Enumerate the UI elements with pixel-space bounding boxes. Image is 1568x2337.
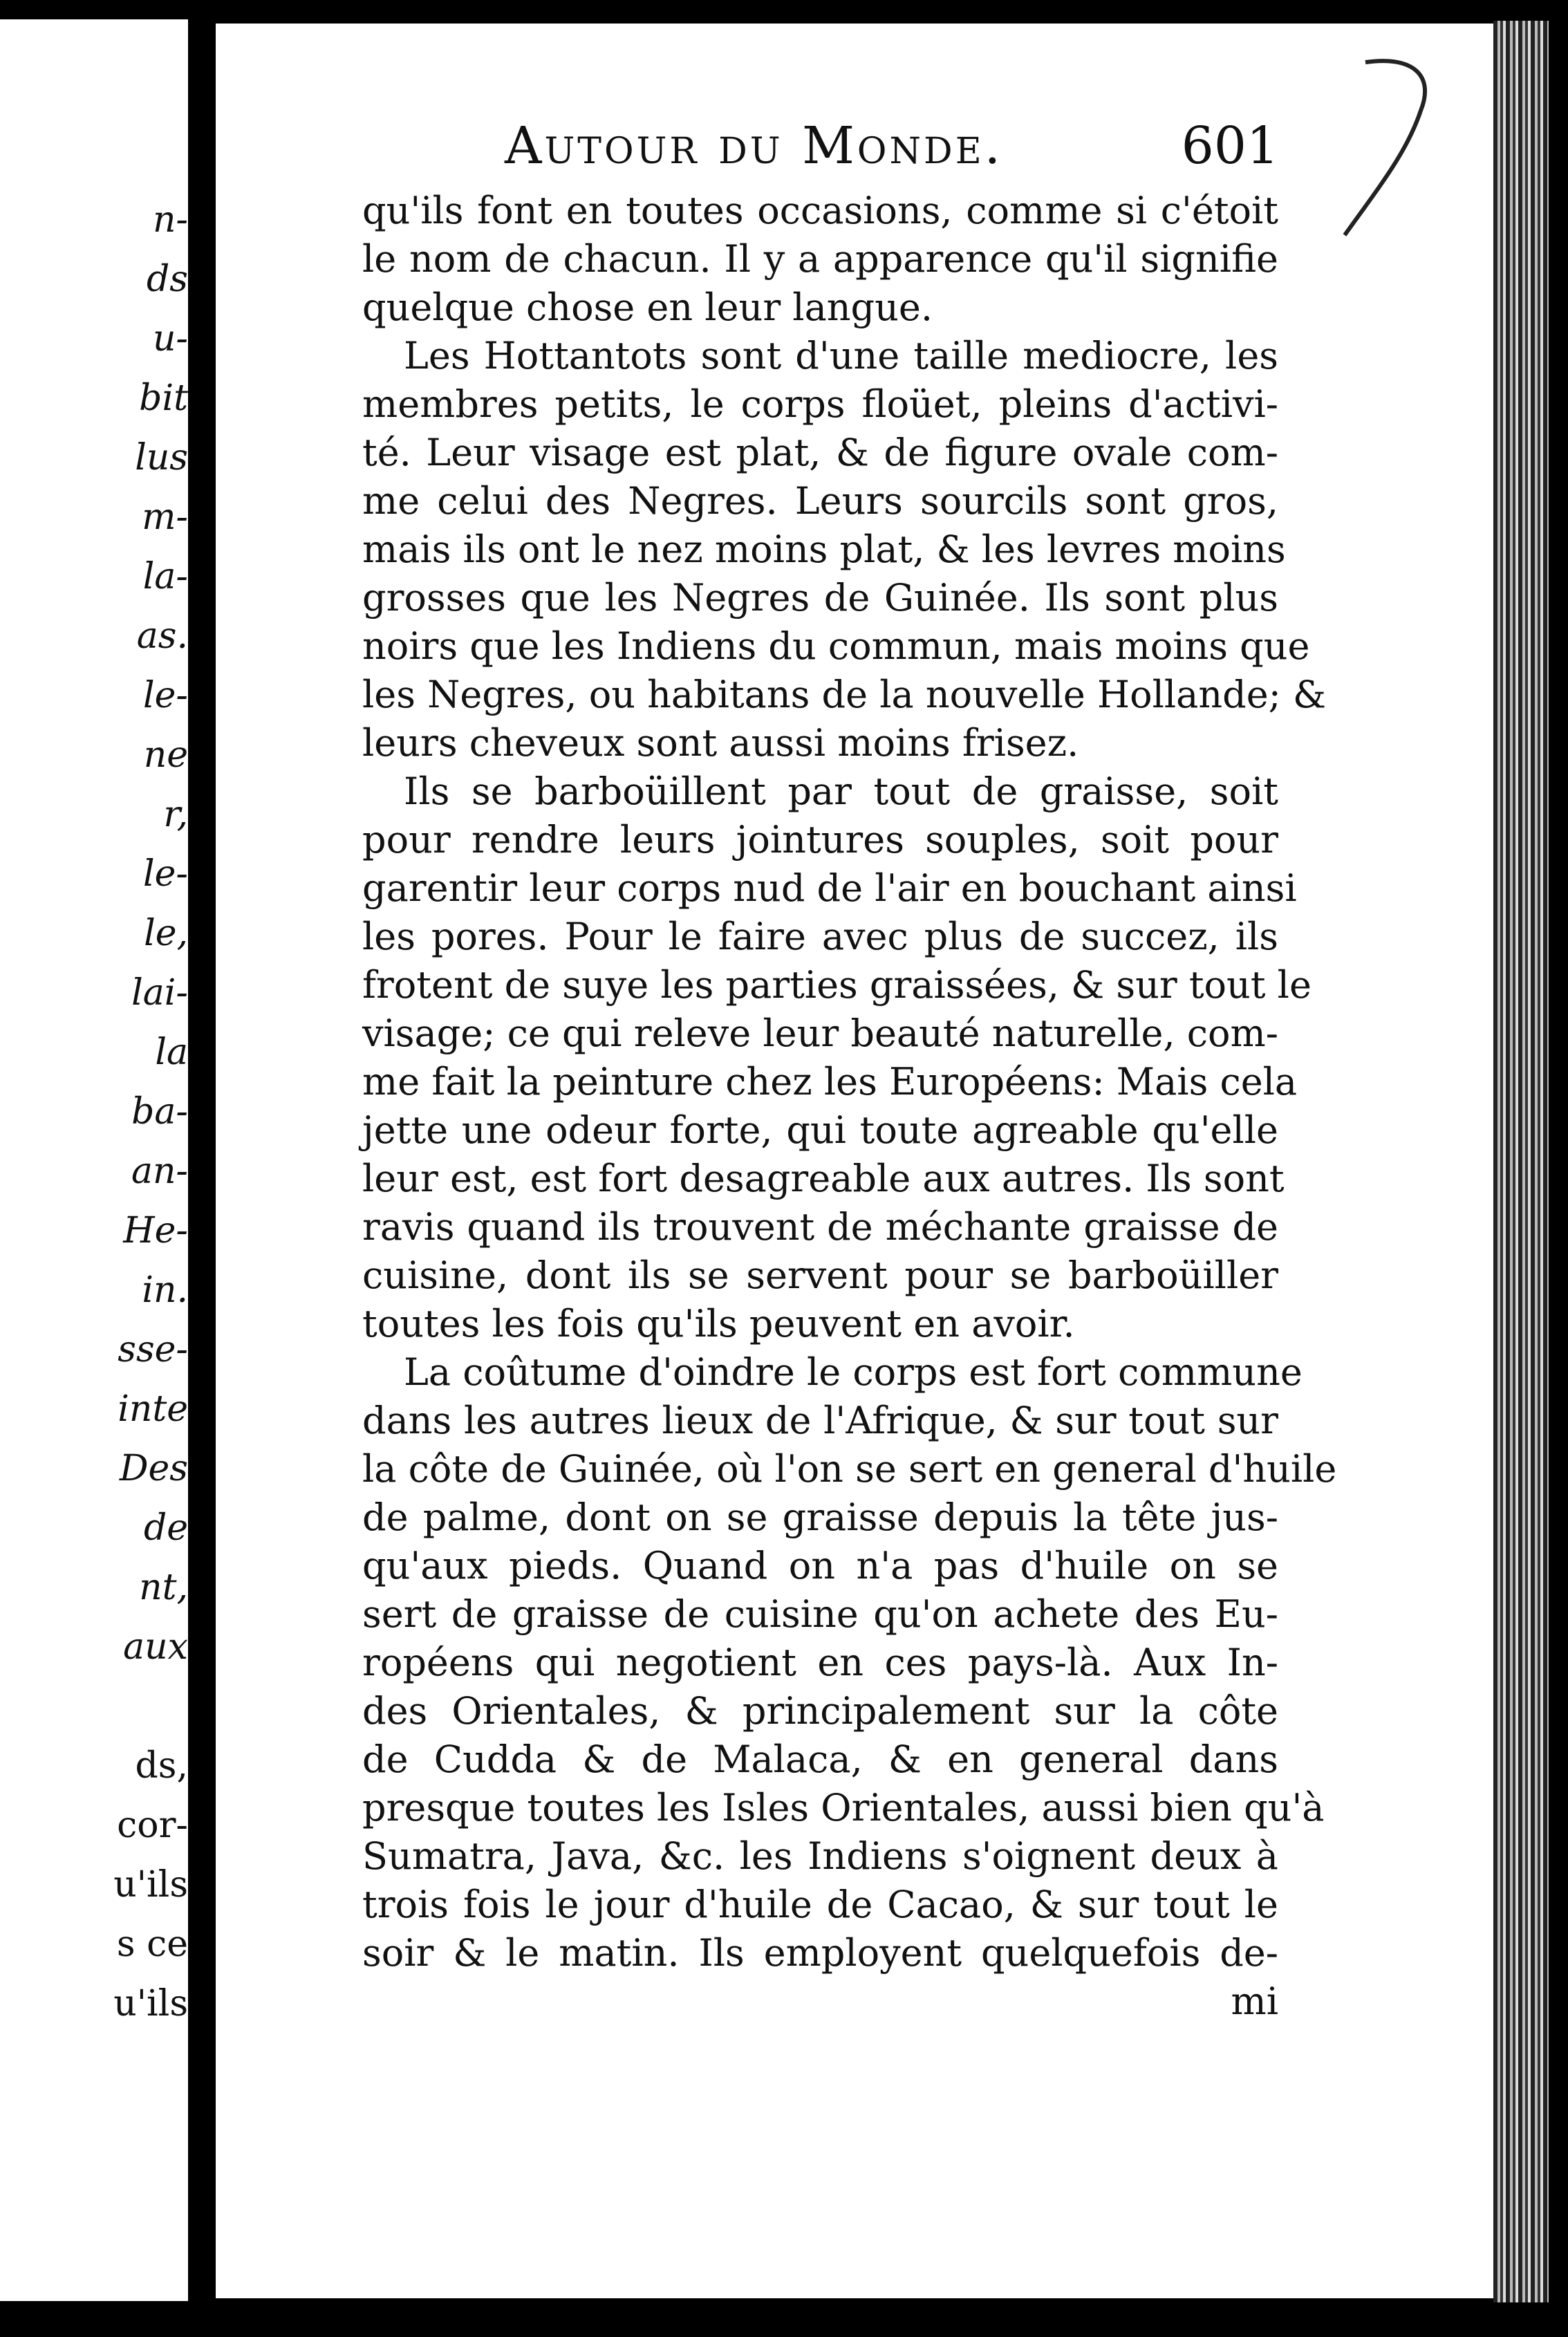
facing-page-text-fragment: an- [131,1151,188,1192]
facing-page-text-fragment: in. [142,1269,188,1311]
facing-page-text-fragment: cor- [117,1805,188,1846]
text-line: grosses que les Negres de Guinée. Ils sont plus [362,576,1278,620]
facing-page-text-fragment: r, [163,794,188,835]
facing-page-text-fragment: aux [123,1626,188,1668]
text-line: pour rendre leurs jointures souples, soit pour [362,818,1278,862]
text-line: la côte de Guinée, où l'on se sert en general d'huile [362,1447,1337,1491]
text-line: presque toutes les Isles Orientales, aussi bien qu'à [362,1786,1325,1829]
page-edges [1493,21,1549,2302]
text-line: leur est, est fort desagreable aux autres. Ils sont [362,1157,1285,1200]
facing-page-text-fragment: He- [123,1210,188,1251]
text-line: noirs que les Indiens du commun, mais moins que [362,624,1310,668]
facing-page-text-fragment: u- [152,318,188,360]
text-line: quelque chose en leur langue. [362,286,933,329]
text-line: qu'ils font en toutes occasions, comme si c'étoit [362,189,1278,232]
pen-mark-scribble [1338,48,1476,242]
text-line: de Cudda & de Malaca, & en general dans [362,1738,1278,1781]
facing-page-text-fragment: sse- [118,1329,188,1370]
text-line: soir & le matin. Ils employent quelquefois de- [362,1931,1278,1975]
text-line: dans les autres lieux de l'Afrique, & sur tout sur [362,1399,1278,1442]
text-line: toutes les fois qu'ils peuvent en avoir. [362,1302,1075,1346]
text-line: La coûtume d'oindre le corps est fort commune [404,1350,1303,1394]
facing-page-text-fragment: ds, [135,1745,188,1787]
facing-page-text-fragment: bit [139,378,188,419]
text-line: des Orientales, & principalement sur la côte [362,1689,1278,1733]
facing-page-text-fragment: ba- [131,1091,188,1133]
text-line: les pores. Pour le faire avec plus de succez, ils [362,915,1278,958]
facing-page-text-fragment: u'ils [113,1983,188,2024]
facing-page-text-fragment: n- [152,199,188,241]
facing-page-text-fragment: lai- [131,972,188,1014]
facing-page-text-fragment: la [155,1032,188,1073]
text-line: me celui des Negres. Leurs sourcils sont gros, [362,479,1278,523]
facing-page-text-fragment: nt, [139,1567,188,1608]
text-line: me fait la peinture chez les Européens: Mais cela [362,1060,1298,1104]
text-line: leurs cheveux sont aussi moins frisez. [362,721,1079,765]
facing-page-text-fragment: de [143,1507,188,1549]
running-title: Autour du Monde. [505,116,1004,176]
text-line: garentir leur corps nud de l'air en bouchant ainsi [362,866,1297,910]
text-line: de palme, dont on se graisse depuis la tête jus- [362,1496,1278,1539]
catchword: mi [1231,1980,1278,2023]
page-number: 601 [1181,116,1279,176]
text-line: membres petits, le corps floüet, pleins d'activi- [362,382,1278,426]
page-header [505,116,1279,178]
facing-page-text-fragment: ne [143,734,188,776]
facing-page-text-fragment: inte [118,1388,188,1430]
text-line: Les Hottantots sont d'une taille mediocre, les [404,334,1278,378]
text-line: mais ils ont le nez moins plat, & les levres moins [362,528,1286,571]
facing-page-text-fragment: Des [119,1448,188,1489]
facing-page-text-fragment: m- [142,496,188,538]
book-gutter [188,0,216,2337]
text-line: jette une odeur forte, qui toute agreable qu'elle [362,1108,1278,1152]
text-line: Sumatra, Java, &c. les Indiens s'oignent deux à [362,1834,1278,1878]
text-line: qu'aux pieds. Quand on n'a pas d'huile on se [362,1544,1278,1588]
facing-page-text-fragment: u'ils [113,1864,188,1906]
facing-page-text-fragment: le- [143,853,188,895]
text-line: les Negres, ou habitans de la nouvelle Hollande; & [362,673,1327,716]
facing-page-text-fragment: le, [144,913,188,954]
facing-page-text-fragment: ds [147,259,188,300]
text-line: le nom de chacun. Il y a apparence qu'il signifie [362,237,1278,281]
text-line: visage; ce qui releve leur beauté naturelle, com- [362,1012,1278,1055]
facing-page-text-fragment: as. [136,615,188,657]
text-line: ravis quand ils trouvent de méchante graisse de [362,1205,1278,1249]
text-line: sert de graisse de cuisine qu'on achete des Eu- [362,1592,1278,1636]
facing-page-text-fragment: lus [135,437,188,478]
facing-page-fragment [0,19,188,2301]
text-line: té. Leur visage est plat, & de figure ovale com- [362,431,1278,474]
text-line: ropéens qui negotient en ces pays-là. Aux In- [362,1641,1278,1684]
facing-page-text-fragment: s ce [116,1924,188,1965]
text-line: Ils se barboüillent par tout de graisse, soit [404,770,1278,813]
text-line: cuisine, dont ils se servent pour se barboüiller [362,1254,1278,1297]
text-line: trois fois le jour d'huile de Cacao, & sur tout le [362,1883,1278,1926]
facing-page-text-fragment: le- [143,675,188,716]
text-line: frotent de suye les parties graissées, & sur tout le [362,963,1312,1007]
facing-page-text-fragment: la- [142,556,188,597]
